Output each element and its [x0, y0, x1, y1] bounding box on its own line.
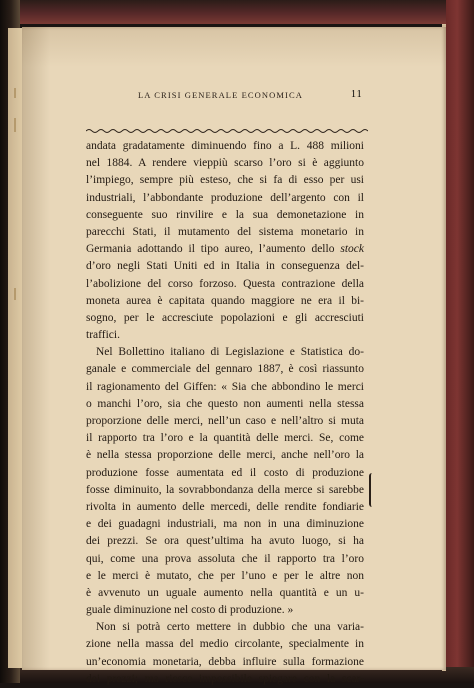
text-line: guale diminuzione nel costo di produzione. » [86, 604, 294, 617]
text-line: l’abolizione del corso forzoso. Questa contrazione della [86, 277, 364, 290]
text-line: il rapporto tra l’oro e la quantità delle merci. Se, come [86, 432, 364, 445]
margin-pencil-mark [369, 473, 374, 507]
text-line: industriali, l’abbondante produzione dell’argento con il [86, 191, 364, 204]
text-line: fosse diminuito, la sovrabbondanza della merce si sarebbe [86, 483, 364, 496]
text-line: proporzione delle merci, nell’un caso e nell’altro si muta [86, 415, 364, 427]
text-line: l’impiego, sempre più esteso, che si fa di esso per usi [86, 174, 364, 187]
text-line: Germania adottando il tipo aureo, l’aumento dello stock [86, 243, 364, 256]
text-line: moneta aurea è capitata quando maggiore ne era il bi- [86, 294, 364, 307]
text-line: un’economia monetaria, debba influire sulla formazione [86, 655, 364, 668]
text-line: Non si potrà certo mettere in dubbio che una varia- [96, 621, 364, 634]
text-line: rivolta in aumento delle mercedi, delle rendite fondiarie [86, 500, 364, 513]
page-stain [14, 88, 16, 98]
text-line: traffici. [86, 329, 120, 342]
book-cover-right [446, 0, 474, 683]
text-line: ganale e commerciale del gennaro 1887, è così riassunto [86, 363, 364, 376]
text-line: il ragionamento del Giffen: « Sia che abbondino le merci [86, 380, 364, 393]
text-line: dei prezzi. Se ora quest’ultima ha avuto luogo, si ha [86, 535, 364, 548]
text-line: conseguente suo rinvilire e la sua demonetazione in [86, 208, 364, 221]
text-line: nel 1884. A rendere vieppiù scarso l’oro si è aggiunto [86, 157, 364, 170]
text-line: Nel Bollettino italiano di Legislazione e Statistica do- [96, 346, 364, 359]
text-line: e le merci è mutato, che per l’uno e per le altre non [86, 569, 364, 582]
text-line: d’oro negli Stati Uniti ed in Italia in conseguenza del- [86, 260, 364, 273]
text-line: è avvenuto un uguale aumento nella quantità e un u- [86, 586, 364, 599]
page-stain [14, 288, 16, 300]
page-number: 11 [351, 89, 363, 100]
previous-page-edge [8, 28, 23, 668]
book-cover-top [20, 0, 474, 24]
text-line: dei prezzi; ma riesce impossibile spiegare con la scar- [86, 672, 364, 685]
text-line: zione nella massa del medio circolante, specialmente in [86, 638, 364, 651]
text-line: e dei guadagni industriali, ma non in una diminuzione [86, 518, 364, 531]
ornamental-rule [86, 128, 368, 134]
text-line: parecchi Stati, il mutamento del sistema monetario in [86, 225, 364, 238]
text-line: produzione fosse aumentata ed il costo di produzione [86, 466, 364, 479]
text-line: andata gradatamente diminuendo fino a L. 488 milioni [86, 140, 364, 152]
body-text [86, 138, 364, 688]
text-line: o manchi l’oro, sia che questo non aumenti nella stessa [86, 397, 364, 410]
text-line: è nella stessa proporzione delle merci, anche nell’oro la [86, 449, 364, 462]
running-head: LA CRISI GENERALE ECONOMICA [138, 90, 303, 100]
page-stain [14, 118, 16, 132]
text-line: sogno, per le accresciute popolazioni e gli accresciuti [86, 311, 364, 324]
text-line: qui, come una prova assoluta che il rapporto tra l’oro [86, 552, 364, 565]
italic-term: stock [340, 243, 364, 256]
